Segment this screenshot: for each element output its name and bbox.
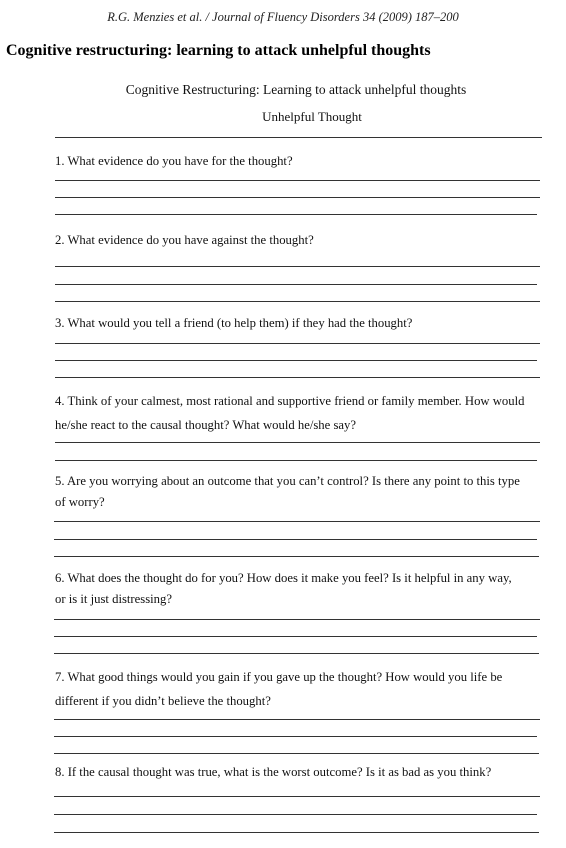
answer-line bbox=[55, 284, 537, 285]
answer-line bbox=[54, 521, 540, 522]
answer-line bbox=[55, 214, 537, 215]
answer-line bbox=[55, 137, 542, 138]
answer-line bbox=[55, 266, 540, 267]
answer-line bbox=[55, 377, 540, 378]
form-subtitle: Unhelpful Thought bbox=[262, 109, 362, 124]
answer-line bbox=[55, 197, 540, 198]
figure-title: Cognitive restructuring: learning to attack unhelpful thoughts bbox=[6, 42, 431, 59]
answer-line bbox=[54, 653, 539, 654]
answer-line bbox=[55, 343, 540, 344]
answer-line bbox=[55, 442, 540, 443]
question-1: 1. What evidence do you have for the thought? bbox=[55, 154, 293, 168]
answer-line bbox=[54, 832, 539, 833]
question-7: 7. What good things would you gain if you gave up the thought? How would you life be different if you didn’t believe the thought? bbox=[55, 670, 503, 708]
question-2: 2. What evidence do you have against the thought? bbox=[55, 233, 314, 247]
form-title: Cognitive Restructuring: Learning to attack unhelpful thoughts bbox=[125, 82, 467, 97]
question-3: 3. What would you tell a friend (to help them) if they had the thought? bbox=[55, 316, 413, 330]
answer-line bbox=[54, 619, 540, 620]
question-5: 5. Are you worrying about an outcome that you can’t control? Is there any point to this type of worry? bbox=[55, 474, 520, 509]
answer-line bbox=[55, 460, 537, 461]
answer-line bbox=[54, 556, 539, 557]
answer-line bbox=[55, 360, 537, 361]
answer-line bbox=[54, 796, 540, 797]
answer-line bbox=[55, 301, 540, 302]
answer-line bbox=[54, 814, 537, 815]
question-4: 4. Think of your calmest, most rational and supportive friend or family member. How would he/she react to the causal thought? What would he/she say? bbox=[55, 394, 525, 432]
answer-line bbox=[55, 180, 540, 181]
answer-line bbox=[54, 753, 539, 754]
question-8: 8. If the causal thought was true, what is the worst outcome? Is it as bad as you think? bbox=[55, 765, 492, 779]
answer-line bbox=[54, 539, 537, 540]
question-6: 6. What does the thought do for you? How does it make you feel? Is it helpful in any way, or is it just distressing? bbox=[55, 571, 512, 606]
answer-line bbox=[54, 719, 540, 720]
answer-line bbox=[54, 636, 537, 637]
journal-header: R.G. Menzies et al. / Journal of Fluency Disorders 34 (2009) 187–200 bbox=[107, 10, 459, 24]
answer-line bbox=[54, 736, 537, 737]
